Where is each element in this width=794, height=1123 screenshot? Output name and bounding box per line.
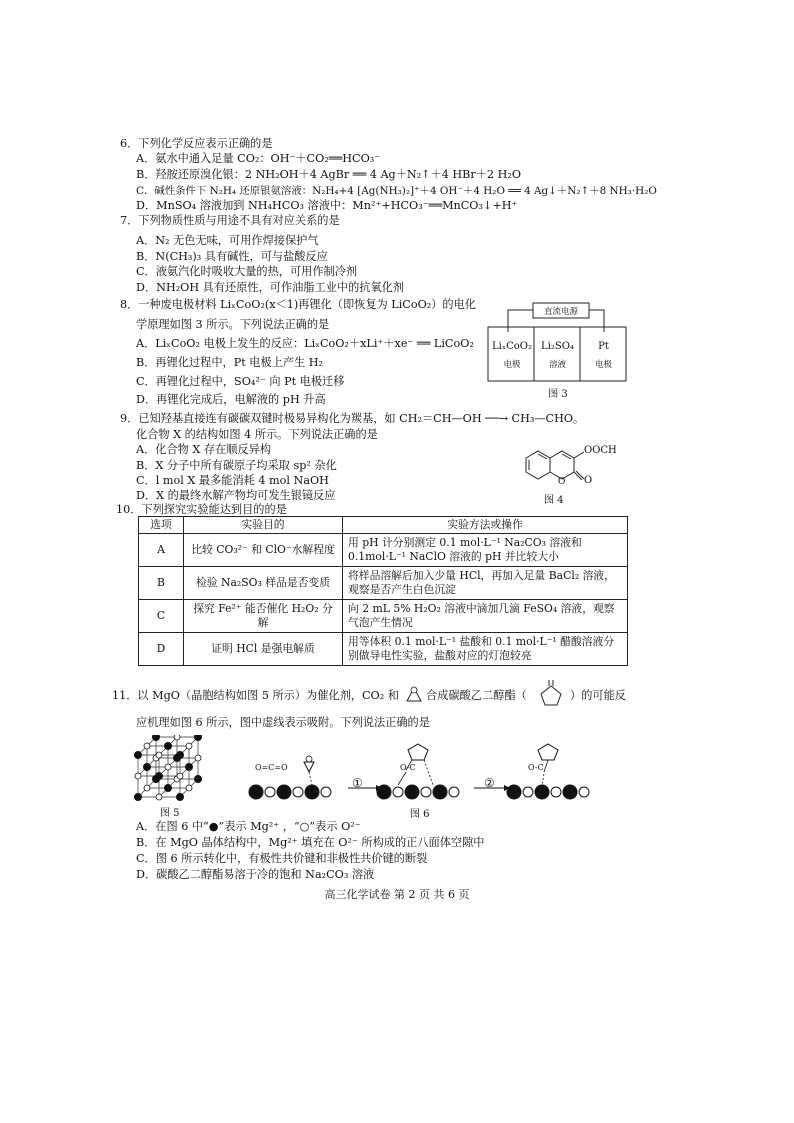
- cell-atom-light: [156, 794, 162, 800]
- surface-ion-light: [265, 787, 275, 797]
- epoxide-icon: [404, 686, 424, 704]
- row-method: 用等体积 0.1 mol·L⁻¹ 盐酸和 0.1 mol·L⁻¹ 醋酸溶液分别做导电性实验，盐酸对应的灯泡较亮: [343, 633, 628, 666]
- cell-atom-light: [186, 785, 192, 791]
- q6-option-c: C．碱性条件下 N₂H₄ 还原银氨溶液：N₂H₄+4 [Ag(NH₃)₂]⁺＋4 OH⁻＋4 H₂O ══ 4 Ag↓＋N₂↑＋8 NH₃·H₂O: [136, 185, 657, 197]
- q9-option-b: B．X 分子中所有碳原子均采取 sp² 杂化: [136, 459, 337, 472]
- row-option: C: [139, 600, 184, 633]
- q8-option-b: B．再锂化过程中，Pt 电极上产生 H₂: [136, 356, 324, 369]
- page-footer: 高三化学试卷 第 2 页 共 6 页: [324, 888, 470, 901]
- surface-ion-light: [421, 787, 431, 797]
- ethylene-carbonate-icon: [536, 678, 566, 708]
- figure-4-caption: 图 4: [544, 495, 564, 506]
- cell-atom-dark: [176, 751, 183, 758]
- surface-ion-light: [449, 787, 459, 797]
- cell-atom-dark: [185, 763, 192, 770]
- cell-atom-dark: [143, 763, 150, 770]
- row-goal: 比较 CO₃²⁻ 和 ClO⁻水解程度: [184, 534, 343, 567]
- row-method: 用 pH 计分别测定 0.1 mol·L⁻¹ Na₂CO₃ 溶液和 0.1mol·L⁻¹ NaClO 溶液的 pH 并比较大小: [343, 534, 628, 567]
- q7-option-b: B．N(CH₃)₃ 具有碱性，可与盐酸反应: [136, 250, 328, 263]
- surface-ion-dark: [535, 785, 549, 799]
- surface-ion-light: [321, 787, 331, 797]
- cell-atom-light: [144, 785, 150, 791]
- surface-ion-dark: [249, 785, 263, 799]
- surface-ion-dark: [405, 785, 419, 799]
- q11-stem-line1b: 合成碳酸乙二醇酯（: [426, 689, 527, 702]
- surface-ion-light: [393, 787, 403, 797]
- q7-option-a: A．N₂ 无色无味，可用作焊接保护气: [136, 234, 319, 247]
- cell-atom-dark: [164, 742, 171, 749]
- q11-stem-line1c: ）的可能反: [570, 689, 626, 702]
- cell-right-top: Pt: [598, 341, 609, 352]
- q8-option-a: A．LiₓCoO₂ 电极上发生的反应：LiₓCoO₂＋xLi⁺＋xe⁻ ══ LiCoO₂: [136, 337, 474, 350]
- surface-ion-dark: [305, 785, 319, 799]
- q11-option-a: A．在图 6 中“●”表示 Mg²⁺ ，“○”表示 O²⁻: [136, 820, 361, 833]
- surface-ion-dark: [507, 785, 521, 799]
- bound-label-1: O-C: [400, 763, 416, 772]
- carbonyl-oxygen: O: [584, 475, 593, 486]
- power-supply-label: 直流电源: [543, 307, 578, 317]
- q11-option-d: D．碳酸乙二醇酯易溶于冷的饱和 Na₂CO₃ 溶液: [136, 868, 375, 881]
- cell-atom-light: [135, 773, 141, 779]
- q10-stem: 10．下列探究实验能达到目的的是: [116, 503, 287, 516]
- row-option: A: [139, 534, 184, 567]
- bound-label-2: O-C: [528, 763, 544, 772]
- table-header-row: [139, 517, 628, 534]
- q9-option-d: D．X 的最终水解产物均可发生银镜反应: [136, 489, 336, 502]
- cell-atom-dark: [194, 735, 201, 741]
- q8-option-c: C．再锂化过程中，SO₄²⁻ 向 Pt 电极迁移: [136, 375, 345, 388]
- cell-atom-light: [165, 764, 171, 770]
- surface-ion-light: [293, 787, 303, 797]
- cell-atom-light: [144, 743, 150, 749]
- table-row: [139, 534, 628, 567]
- q6-option-a: A．氨水中通入足量 CO₂：OH⁻＋CO₂══HCO₃⁻: [136, 152, 381, 165]
- cell-left-top: LiₓCoO₂: [492, 341, 532, 352]
- table-row: [139, 567, 628, 600]
- surface-ion-dark: [433, 785, 447, 799]
- q7-option-c: C．液氨汽化时吸收大量的热，可用作制冷剂: [136, 265, 358, 278]
- q8-option-d: D．再锂化完成后，电解液的 pH 升高: [136, 393, 326, 406]
- q11-stem-line2: 应机理如图 6 所示，图中虚线表示吸附。下列说法正确的是: [136, 716, 430, 729]
- step-1-label: ①: [352, 776, 363, 790]
- header-method: 实验方法或操作: [343, 517, 628, 534]
- surface-ion-light: [579, 787, 589, 797]
- cell-atom-light: [195, 755, 201, 761]
- intermediate-ring: [408, 744, 428, 760]
- cell-atom-dark: [134, 793, 141, 800]
- cell-right-bottom: 电极: [594, 360, 612, 370]
- row-option: D: [139, 633, 184, 666]
- header-option: 选项: [139, 517, 184, 534]
- q8-stem-line2: 学原理如图 3 所示。下列说法正确的是: [136, 318, 330, 331]
- cell-atom-dark: [194, 775, 201, 782]
- surface-ion-light: [523, 787, 533, 797]
- cell-mid-top: Li₂SO₄: [541, 341, 574, 352]
- q11-stem-line1a: 11．以 MgO（晶胞结构如图 5 所示）为催化剂，CO₂ 和: [112, 689, 399, 702]
- adsorbed-epoxide: [304, 762, 314, 772]
- cell-atom-dark: [152, 735, 159, 741]
- figure-5-caption: 图 5: [160, 808, 180, 819]
- row-method: 向 2 mL 5% H₂O₂ 溶液中滴加几滴 FeSO₄ 溶液，观察气泡产生情况: [343, 600, 628, 633]
- co2-label: O=C=O: [255, 763, 288, 772]
- figure-3-caption: 图 3: [548, 389, 568, 400]
- q7-stem: 7．下列物质性质与用途不具有对应关系的是: [120, 214, 340, 227]
- cell-atom-dark: [164, 784, 171, 791]
- q6-stem: 6．下列化学反应表示正确的是: [120, 137, 273, 150]
- mgo-unit-cell-icon: [132, 735, 204, 807]
- q6-option-d: D．MnSO₄ 溶液加到 NH₄HCO₃ 溶液中：Mn²⁺+HCO₃⁻══MnCO₃↓+H⁺: [136, 199, 518, 212]
- cell-atom-dark: [134, 751, 141, 758]
- row-option: B: [139, 567, 184, 600]
- q11-option-b: B．在 MgO 晶体结构中，Mg²⁺ 填充在 O²⁻ 所构成的正八面体空隙中: [136, 836, 485, 849]
- figure-4-structure: [516, 444, 636, 504]
- q11-option-c: C．图 6 所示转化中，有极性共价键和非极性共价键的断裂: [136, 852, 428, 865]
- q7-option-d: D．NH₂OH 具有还原性，可作油脂工业中的抗氧化剂: [136, 281, 405, 294]
- cell-mid-bottom: 溶液: [548, 360, 566, 370]
- q9-option-a: A．化合物 X 存在顺反异构: [136, 443, 272, 456]
- cell-atom-dark: [155, 772, 162, 779]
- q10-table: [138, 516, 628, 666]
- cell-atom-light: [186, 743, 192, 749]
- q9-option-c: C．l mol X 最多能消耗 4 mol NaOH: [136, 474, 329, 487]
- surface-ion-light: [551, 787, 561, 797]
- header-goal: 实验目的: [184, 517, 343, 534]
- table-row: [139, 600, 628, 633]
- row-goal: 证明 HCl 是强电解质: [184, 633, 343, 666]
- cell-atom-dark: [176, 793, 183, 800]
- figure-3-electrolysis-cell: [486, 300, 630, 400]
- q9-stem-line2: 化合物 X 的结构如图 4 所示。下列说法正确的是: [136, 428, 378, 441]
- step-2-label: ②: [484, 776, 495, 790]
- coumarin-structure-icon: [516, 444, 636, 494]
- row-goal: 检验 Na₂SO₃ 样品是否变质: [184, 567, 343, 600]
- product-ring: [538, 744, 558, 760]
- surface-ion-dark: [563, 785, 577, 799]
- table-row: [139, 633, 628, 666]
- cell-atom-light: [174, 735, 180, 740]
- row-method: 将样品溶解后加入少量 HCl，再加入足量 BaCl₂ 溶液，观察是否产生白色沉淀: [343, 567, 628, 600]
- q8-stem-line1: 8．一种废电极材料 LiₓCoO₂(x＜1)再锂化（即恢复为 LiCoO₂）的电化: [120, 298, 476, 311]
- q6-option-b: B．羟胺还原溴化银：2 NH₂OH＋4 AgBr ══ 4 Ag＋N₂↑＋4 HBr＋2 H₂O: [136, 168, 522, 181]
- cell-atom-light: [177, 773, 183, 779]
- cell-left-bottom: 电极: [503, 360, 521, 370]
- reaction-mechanism-diagram: [248, 740, 604, 804]
- ring-oxygen: O: [558, 477, 566, 487]
- q9-stem-line1: 9．已知羟基直接连有碳碳双键时极易异构化为羰基，如 CH₂＝CH—OH ──→ CH₃—CHO。: [120, 412, 585, 425]
- cell-atom-light: [156, 752, 162, 758]
- surface-ion-dark: [277, 785, 291, 799]
- substituent-ooch: OOCH: [584, 445, 617, 456]
- row-goal: 探究 Fe²⁺ 能否催化 H₂O₂ 分解: [184, 600, 343, 633]
- figure-6-caption: 图 6: [410, 809, 430, 820]
